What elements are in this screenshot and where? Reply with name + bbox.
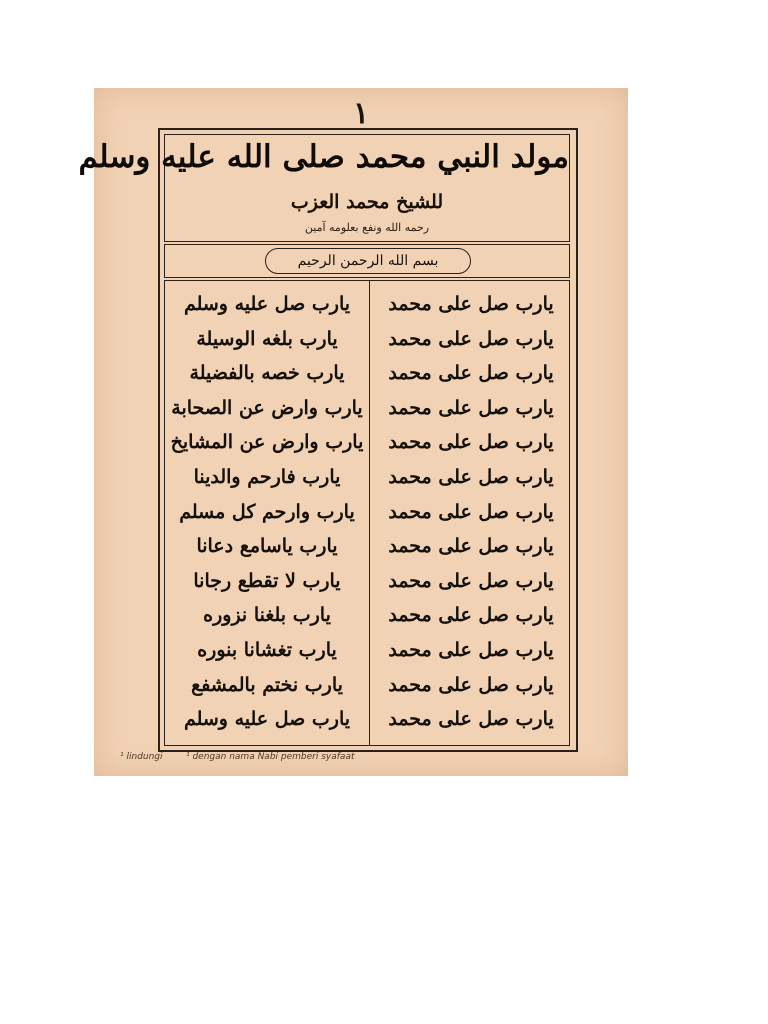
verse-left: يارب ياسامع دعانا: [196, 535, 338, 558]
footnote-left: ¹ lindungi: [120, 752, 163, 762]
verse-left: يارب لا تقطع رجانا: [193, 569, 341, 592]
basmala-bar: [164, 244, 570, 278]
verse-left: يارب وارض عن المشايخ: [170, 431, 364, 454]
verse-left: يارب فارحم والدينا: [193, 465, 341, 488]
verse-right: يارب صل على محمد: [388, 500, 554, 523]
column-divider: [369, 281, 370, 745]
footnote-right: ¹ dengan nama Nabi pemberi syafaat: [186, 752, 355, 762]
basmala: بسم الله الرحمن الرحيم: [265, 248, 471, 274]
verse-left: يارب نختم بالمشفع: [191, 673, 343, 696]
verse-left: يارب وارحم كل مسلم: [179, 500, 355, 523]
page-title: مولد النبي محمد صلى الله عليه وسلم: [78, 139, 569, 175]
page-number: ١: [352, 96, 370, 131]
verse-right: يارب صل على محمد: [388, 327, 554, 350]
verse-right: يارب صل على محمد: [388, 396, 554, 419]
verse-left: يارب بلغنا نزوره: [203, 604, 331, 627]
verse-left: يارب وارض عن الصحابة: [171, 396, 363, 419]
verse-right: يارب صل على محمد: [388, 293, 554, 315]
verse-left: يارب صل عليه وسلم: [183, 293, 351, 315]
verse-left: يارب خصه بالفضيلة: [189, 362, 345, 385]
verse-right: يارب صل على محمد: [388, 362, 554, 385]
author-line: للشيخ محمد العزب: [290, 191, 444, 213]
header-box: [78, 134, 570, 242]
verse-right: يارب صل على محمد: [388, 569, 554, 592]
verses-column-left: [167, 287, 367, 737]
verses-table: [164, 280, 570, 746]
outer-frame: [78, 128, 578, 752]
manuscript-page: [78, 88, 628, 776]
verse-right: يارب صل على محمد: [388, 708, 554, 731]
verse-right: يارب صل على محمد: [388, 535, 554, 558]
verse-right: يارب صل على محمد: [388, 465, 554, 488]
verse-right: يارب صل على محمد: [388, 638, 554, 661]
verse-right: يارب صل على محمد: [388, 673, 554, 696]
verses-column-right: [371, 287, 571, 737]
verse-left: يارب تغشانا بنوره: [197, 638, 337, 661]
verse-right: يارب صل على محمد: [388, 431, 554, 454]
verse-left: يارب بلغه الوسيلة: [196, 327, 338, 350]
verse-left: يارب صل عليه وسلم: [183, 708, 351, 731]
verse-right: يارب صل على محمد: [388, 604, 554, 627]
prayer-note: رحمه الله ونفع بعلومه آمين: [304, 221, 430, 234]
